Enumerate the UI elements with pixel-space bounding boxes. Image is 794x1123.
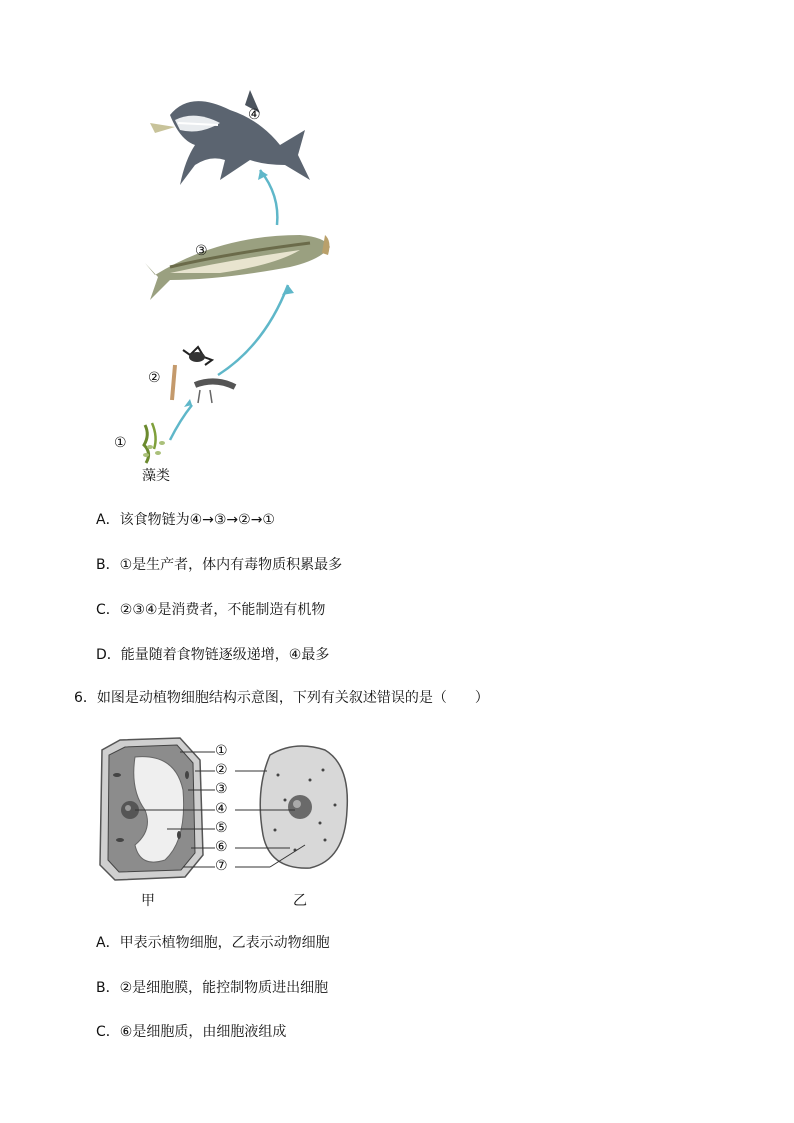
caption-plant-cell: 甲 xyxy=(141,893,155,909)
arrow-1-to-2 xyxy=(170,405,192,440)
cell-label-6: ⑥ xyxy=(215,839,228,855)
plant-cell xyxy=(100,738,203,880)
energy-flow-arrows xyxy=(170,170,288,440)
q5-option-b: B．①是生产者，体内有毒物质积累最多 xyxy=(96,557,343,573)
cell-diagram xyxy=(95,735,365,910)
arrow-3-to-4 xyxy=(260,170,277,225)
q5-option-a: A．该食物链为④→③→②→① xyxy=(96,512,275,528)
cell-label-3: ③ xyxy=(215,781,228,797)
q6-option-a: A．甲表示植物细胞，乙表示动物细胞 xyxy=(96,935,330,951)
arrowhead-icon xyxy=(282,285,294,295)
tuna-image xyxy=(145,235,330,300)
shark-image xyxy=(150,90,310,185)
q5-option-c: C．②③④是消费者，不能制造有机物 xyxy=(96,602,326,618)
q5-option-d: D．能量随着食物链逐级递增，④最多 xyxy=(96,647,330,663)
caption-animal-cell: 乙 xyxy=(293,893,307,909)
cell-label-1: ① xyxy=(215,743,228,759)
label-one: ① xyxy=(114,435,127,451)
animal-cell xyxy=(260,746,347,868)
arrow-2-to-3 xyxy=(218,285,288,375)
algae-caption: 藻类 xyxy=(142,468,170,484)
algae-image xyxy=(143,423,165,463)
food-chain-illustration xyxy=(100,85,360,485)
q6-option-c: C．⑥是细胞质，由细胞液组成 xyxy=(96,1024,287,1040)
q6-stem: 6．如图是动植物细胞结构示意图，下列有关叙述错误的是（ ） xyxy=(74,690,489,706)
zooplankton-image xyxy=(172,347,235,403)
label-three: ③ xyxy=(195,243,208,259)
cell-label-4: ④ xyxy=(215,801,228,817)
label-four: ④ xyxy=(248,107,261,123)
q6-option-b: B．②是细胞膜，能控制物质进出细胞 xyxy=(96,980,329,996)
cell-structure-illustration xyxy=(95,735,365,885)
cell-label-5: ⑤ xyxy=(215,820,228,836)
cell-label-7: ⑦ xyxy=(215,858,228,874)
label-two: ② xyxy=(148,370,161,386)
cell-label-2: ② xyxy=(215,762,228,778)
food-chain-figure xyxy=(100,85,360,485)
